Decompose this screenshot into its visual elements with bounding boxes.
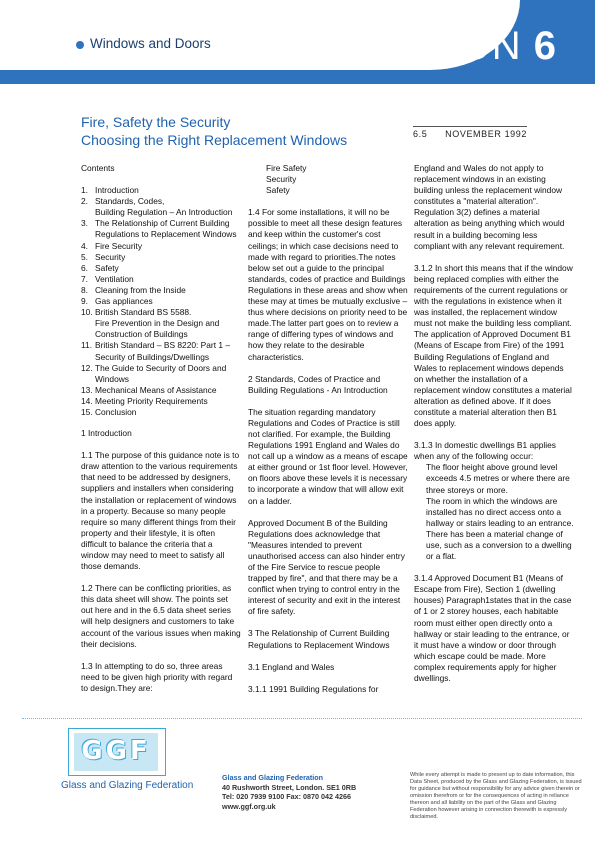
conditions-list [414,462,574,562]
sheet-date: NOVEMBER 1992 [445,129,527,139]
toc-text: The Relationship of Current Building [95,218,230,229]
list-item: There has been a material change of use, such as a conversion to a dwelling or a flat. [426,528,572,562]
toc-text: Ventilation [95,273,134,284]
toc-number: 10. [81,307,93,318]
logo-name: Glass and Glazing Federation [61,780,194,791]
toc-item [81,396,241,407]
toc-item [81,385,241,396]
toc-text: British Standard – BS 8220: Part 1 – [95,340,231,351]
toc-number: 9. [81,296,88,307]
ggf-logo [61,728,194,792]
list-item: The room in which the windows are installed has no direct access onto a hallway or stairs leading to an entrance. [426,495,574,528]
toc-item [81,218,241,229]
list-item: Fire Safety [266,163,307,173]
paragraph-1-2: 1.2 There can be conflicting priorities, as this data sheet will show. The points set out here and in the 6.5 data sheet series will help designers and customers to take account of the various issues when making their decisions. [81,583,241,649]
toc-item [81,340,241,351]
toc-number [81,352,95,363]
column-2 [248,163,408,706]
toc-number [81,207,95,218]
toc-text: Regulations to Replacement Windows [95,229,237,240]
toc-text: Introduction [95,185,139,196]
toc-text: British Standard BS 5588. [95,307,192,318]
toc-number: 12. [81,362,93,373]
logo-text: GGF [81,736,151,766]
sheet-number: 6.5 [413,129,428,139]
paragraph-1-4: 1.4 For some installations, it will no be possible to meet all these design features and keep within the customer's cost ceilings; in which case decisions need to made with regard to priorities.The notes below set out a guide to the principal standards, codes of practice and Buildings Regulations in these areas and show when these may at times be mutually exclusive – thus where decisions on priority need to be made.The latter part goes on to review a range of differing types of windows and how they relate to the desirable characteristics. [248,207,408,362]
contents-heading: Contents [81,163,115,173]
paragraph-2-2: Approved Document B of the Building Regulations does acknowledge that "Measures intended to prevent unauthorised access can also hinder entry of the Fire Service to rescue people trapped by fire", and that there may be a conflict when trying to control entry in the interest of security and exit in the interest of fire safety. [248,517,405,617]
paragraph-3-1-1-cont: England and Wales do not apply to replacement windows in an existing building unless the replacement window constitutes a "material alteration". Regulation 3(2) defines a material alteration as being anything which would result in a building becoming less compliant with any relevant requirement. [414,163,565,251]
toc-text: Fire Prevention in the Design and [95,318,220,329]
contact-block [222,773,356,811]
paragraph-3-1-1: 3.1.1 1991 Building Regulations for [248,683,379,694]
title-line-2: Choosing the Right Replacement Windows [81,132,348,148]
sheet-meta [413,126,527,139]
toc-item [81,352,241,363]
toc-text: Cleaning from the Inside [95,284,186,295]
toc-number: 1. [81,185,88,196]
priority-list [248,163,408,196]
list-item: Security [266,174,297,185]
bullet-icon [76,41,84,49]
org-name: Glass and Glazing Federation [222,773,324,782]
paragraph-3-1-4: 3.1.4 Approved Document B1 (Means of Escape from Fire), Section 1 (dwelling houses) Paragraph1states that in the case of 1 or 2 storey houses, each habitable room must either open directly onto a hallway or stair leading to the entrance, or it must have a window or door through which escape could be made. More complex requirements apply for higher dwellings. [414,573,572,684]
section-label: Windows and Doors [90,36,211,51]
address: 40 Rushworth Street, London. SE1 0RB [222,782,357,792]
toc-number: 15. [81,406,93,417]
section-word: SECTION [336,24,522,68]
toc-number: 5. [81,251,88,262]
paragraph-2-1: The situation regarding mandatory Regulations and Codes of Practice is still not clarified. For example, the Building Regulations 1991 England and Wales do not call up a window as a means of escape at either ground or 1st floor level. However, on floors above these levels it is necessary to incorporate a window that will allow exit on a ladder. [248,406,408,506]
toc-text: Construction of Buildings [95,329,188,340]
toc-text: The Guide to Security of Doors and [95,362,227,373]
toc-item [81,263,241,274]
toc-item [81,363,241,374]
footer-divider [22,718,582,719]
toc-number: 11. [81,340,93,351]
toc-item [81,285,241,296]
toc-text: Conclusion [95,406,137,417]
toc-number: 4. [81,240,88,251]
page-title [81,113,347,149]
toc-number: 6. [81,262,88,273]
toc-item [81,229,241,240]
toc-item [81,196,241,207]
toc-text: Windows [95,373,129,384]
title-line-1: Fire, Safety the Security [81,114,231,130]
toc-text: Mechanical Means of Assistance [95,384,217,395]
toc-text: Gas appliances [95,296,153,307]
toc-text: Standards, Codes, [95,196,165,207]
column-1 [81,163,241,705]
toc-text: Building Regulation – An Introduction [95,207,233,218]
toc-item [81,274,241,285]
toc-number: 7. [81,273,88,284]
toc-number: 13. [81,384,93,395]
toc-item [81,318,241,329]
section-number: 6 [533,24,557,68]
toc-number [81,229,95,240]
toc-item [81,374,241,385]
toc-number: 3. [81,218,88,229]
toc-text: Safety [95,262,119,273]
toc-number: 8. [81,284,88,295]
toc-item [81,307,241,318]
toc-number: 2. [81,196,88,207]
toc-item [81,241,241,252]
toc-number [81,318,95,329]
column-3 [414,163,574,695]
list-item: The floor height above ground level exceeds 4.5 metres or where there are three storeys or more. [426,462,570,495]
section-3-1-heading: 3.1 England and Wales [248,661,335,672]
paragraph-3-1-3: 3.1.3 In domestic dwellings B1 applies when any of the following occur: [414,440,556,462]
toc-item [81,207,241,218]
toc-number [81,374,95,385]
toc-text: Security [95,251,126,262]
website-link[interactable]: www.ggf.org.uk [222,801,276,811]
toc-item [81,329,241,340]
paragraph-1-3: 1.3 In attempting to do so, three areas need to be given high priority with regard to design.They are: [81,660,233,693]
paragraph-3-1-2: 3.1.2 In short this means that if the window being replaced complies with either the requirements of the current regulations or with the regulations in existence when it was installed, the replacement window must not make the building less compliant. The application of Approved Document B1 (Means of Escape from Fire) of the 1991 Building Regulations of England and Wales to replacement windows depends on whether the installation of a replacement window constitutes a material alteration as defined above. If it does constitute a material alteration then B1 does apply. [414,262,573,429]
toc-number [81,329,95,340]
toc-text: Security of Buildings/Dwellings [95,351,210,362]
intro-heading: 1 Introduction [81,428,132,439]
toc-text: Meeting Priority Requirements [95,395,208,406]
toc-text: Fire Security [95,240,143,251]
toc-item [81,252,241,263]
toc-item [81,185,241,196]
paragraph-1-1: 1.1 The purpose of this guidance note is to draw attention to the various requirements that need to be addressed by designers, suppliers and installers when considering the installation or replacement of windows in a property. Because so many people require so many different things from their property and their lifestyle, it is often difficult to balance the criteria that a window may need to meet to satisfy all those demands. [81,450,240,572]
toc-item [81,407,241,418]
list-item: Safety [266,185,290,196]
phone-fax: Tel: 020 7939 9100 Fax: 0870 042 4266 [222,792,351,801]
toc-number: 14. [81,395,93,406]
table-of-contents [81,185,241,418]
section-2-heading: 2 Standards, Codes of Practice and Building Regulations - An Introduction [248,373,388,395]
section-heading [337,24,557,69]
section-3-heading: 3 The Relationship of Current Building Regulations to Replacement Windows [248,628,390,650]
disclaimer: While every attempt is made to present up to date information, this Data Sheet, produced by the Glass and Glazing Federation, is issued for guidance but without responsibility for any advice given therein or omission therefrom or for the consequences of acting in reliance thereon and all liability on the part of the Glass and Glazing Federation however arising in connection therewith is expressly disclaimed. [410,772,582,820]
toc-item [81,296,241,307]
